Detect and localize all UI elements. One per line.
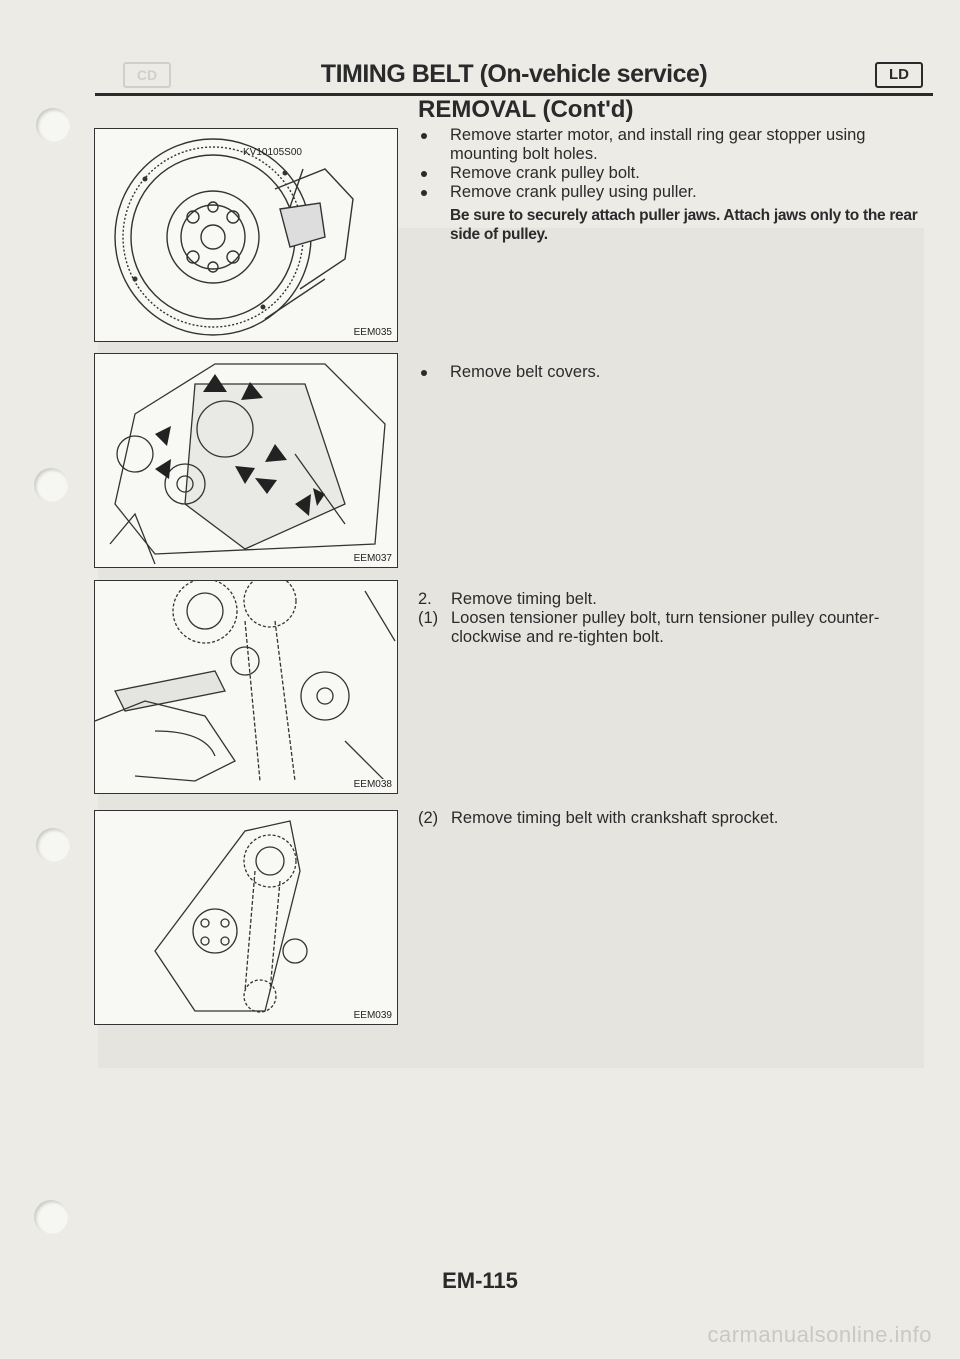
page-header — [95, 56, 933, 96]
page-number: EM-115 — [442, 1268, 518, 1293]
step-item: 2. Remove timing belt. — [418, 590, 597, 608]
instructions-starter-pulley — [418, 126, 918, 260]
watermark: carmanualsonline.info — [707, 1322, 932, 1347]
figure-code: EEM035 — [353, 327, 392, 338]
bullet-icon — [421, 370, 427, 376]
bullet-icon — [421, 190, 427, 196]
caution-note: Be sure to securely attach puller jaws. Attach jaws only to the rear side of pulley. — [450, 207, 918, 243]
figure-belt-removal — [94, 810, 398, 1025]
list-item: Remove crank pulley bolt. — [418, 164, 918, 183]
section-title: REMOVAL (Cont'd) — [418, 96, 634, 123]
figure-code: EEM038 — [353, 779, 392, 790]
punch-hole — [36, 108, 70, 142]
belt-and-sprocket-illustration — [95, 811, 397, 1024]
list-item: Remove belt covers. — [418, 363, 918, 382]
punch-hole — [34, 1200, 68, 1234]
punch-hole — [34, 468, 68, 502]
step-item: (2) Remove timing belt with crankshaft sprocket. — [418, 809, 779, 827]
figure-ring-gear-stopper — [94, 128, 398, 342]
tensioner-wrench-illustration — [95, 581, 397, 793]
punch-hole — [36, 828, 70, 862]
engine-belt-cover-illustration — [95, 354, 397, 567]
tool-number-label: KV10105S00 — [243, 147, 302, 158]
model-badge-ld: LD — [875, 62, 923, 88]
instructions-timing-belt — [418, 590, 918, 647]
bullet-icon — [421, 133, 427, 139]
list-item: Remove crank pulley using puller. — [418, 183, 918, 202]
step-item: (1) Loosen tensioner pulley bolt, turn tensioner pulley counter-clockwise and re-tighten bolt. — [418, 609, 880, 646]
model-badge-cd: CD — [123, 62, 171, 88]
figure-tensioner-loosen — [94, 580, 398, 794]
figure-belt-covers — [94, 353, 398, 568]
flywheel-illustration — [95, 129, 397, 341]
instructions-belt-with-sprocket — [418, 809, 918, 828]
figure-code: EEM037 — [353, 553, 392, 564]
figure-code: EEM039 — [353, 1010, 392, 1021]
page-title: TIMING BELT (On-vehicle service) — [320, 60, 708, 88]
instructions-belt-covers — [418, 363, 918, 382]
list-item: Remove starter motor, and install ring gear stopper using mounting bolt holes. — [418, 126, 918, 164]
bullet-icon — [421, 171, 427, 177]
